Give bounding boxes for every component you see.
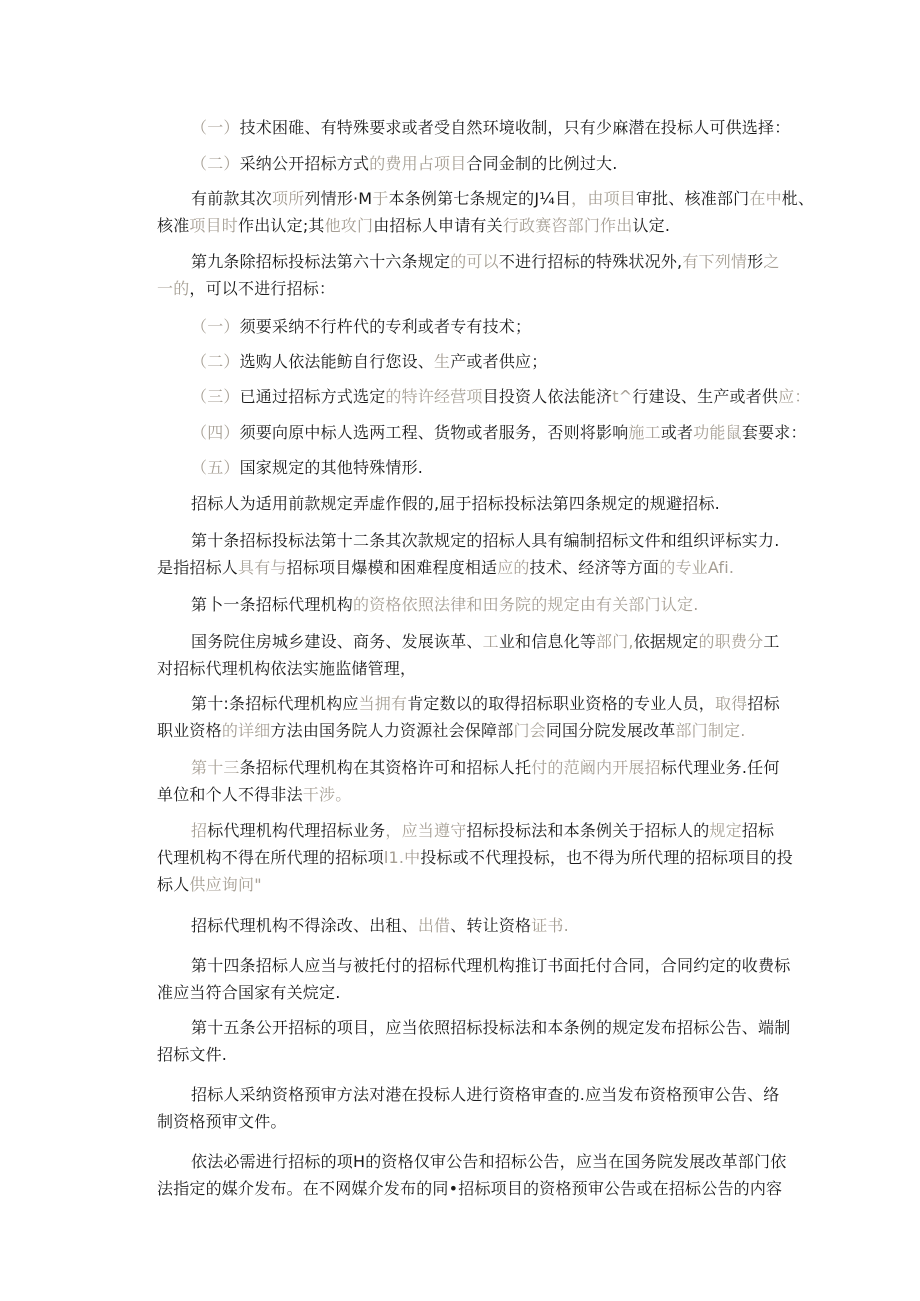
text-run: （四） [191, 423, 240, 442]
text-line [157, 591, 769, 618]
text-run: 是指招标人 [157, 558, 239, 577]
text-run: 一的 [157, 279, 190, 298]
text-run: 不进行招标的特殊状况外, [498, 252, 683, 271]
text-line [157, 1148, 787, 1175]
text-run: 部门制定. [675, 721, 746, 740]
text-run: 他攻门 [324, 216, 374, 235]
text-line [157, 383, 811, 410]
text-run: 招标项目爆模和困难程度相适 [286, 558, 498, 577]
text-run: 条招标代理机构在其资格许可和招标人托 [239, 758, 532, 777]
text-run: 的资格依照法律和田务院的规定由有关部门 [353, 595, 661, 614]
text-run: 的费用占项目 [369, 154, 467, 173]
text-run: 供应询问" [189, 875, 262, 894]
text-run: （二） [191, 352, 240, 371]
text-run: 的详细 [221, 721, 271, 740]
text-run: 国家规定的其他特殊情形. [239, 458, 424, 477]
text-run: （一） [191, 118, 240, 137]
text-run: 合同金制的比例过大. [466, 154, 618, 173]
text-line [157, 212, 769, 239]
text-line [157, 185, 815, 212]
text-run: （一） [191, 317, 240, 336]
paragraph [157, 628, 780, 682]
text-run: 项目时 [189, 216, 239, 235]
text-line [157, 248, 780, 275]
text-run: 作出认定;其 [238, 216, 325, 235]
text-run: t^ [612, 387, 633, 406]
text-run: 招标 [741, 821, 775, 840]
text-run: 第十五条公开招标的项目，应当依照招标投标法和本条例的规定发布招标公告、端制 [191, 1018, 791, 1037]
text-run: 肯定数以的取得招标职业资格的专业人员， [407, 694, 716, 713]
text-run: 方法由国务院人力资源社会保障部 [270, 721, 514, 740]
text-run: 认定. [660, 595, 699, 614]
text-run: 第十四条招标人应当与被托付的招标代理机构推订书面托付合同，合同约定的收费标 [191, 956, 791, 975]
text-run: 同国分院发展改革 [545, 721, 676, 740]
text-run: 列情形·M [304, 189, 373, 208]
text-run: 生 [434, 352, 451, 371]
text-run: 由项目 [587, 189, 636, 208]
text-line [157, 1041, 769, 1068]
text-run: 工 [763, 632, 780, 651]
text-run: （二） [191, 154, 240, 173]
text-line [157, 817, 775, 844]
text-run: 干涉。 [302, 785, 352, 804]
text-line [157, 150, 769, 177]
text-run: 准应当符合国家有关烷定. [157, 983, 341, 1002]
text-run: 业和信息化等 [498, 632, 597, 651]
text-run: ， [571, 189, 588, 208]
text-run: 功能鼠 [693, 423, 742, 442]
paragraph [157, 248, 780, 302]
text-run: ，可以不进行招标： [189, 279, 336, 298]
paragraph [157, 912, 769, 939]
text-run: 标代理业务.任何 [660, 758, 780, 777]
text-line [157, 1014, 791, 1041]
text-run: 于 [372, 189, 389, 208]
text-line [157, 628, 780, 655]
paragraph [157, 754, 780, 808]
text-line [157, 912, 769, 939]
text-run: 施工 [628, 423, 661, 442]
text-run: 当拥有 [358, 694, 408, 713]
text-line [157, 781, 769, 808]
text-run: 的可以 [450, 252, 499, 271]
paragraph [157, 1014, 791, 1068]
paragraph [157, 313, 769, 340]
text-run: 第十条招标投标法第十二条其次款规定的招标人具有编制招标文件和组织评标实力. [191, 531, 780, 550]
text-run: 应： [778, 387, 811, 406]
text-line [157, 871, 769, 898]
text-run: 套要求： [741, 423, 807, 442]
paragraph [157, 1081, 780, 1135]
text-run: 本条例第七条规定的J¼目 [388, 189, 572, 208]
text-run: 门会 [513, 721, 546, 740]
text-run: 目投资人依法能济 [482, 387, 613, 406]
text-line [157, 717, 769, 744]
text-run: 、转让资格 [450, 916, 532, 935]
paragraph [157, 490, 769, 517]
text-run: 取得 [715, 694, 748, 713]
text-run: 须要向原中标人选两工程、货物或者服务，否则将影响 [239, 423, 629, 442]
paragraph [157, 383, 811, 410]
text-run: 的职费分 [698, 632, 764, 651]
text-line [157, 454, 769, 481]
text-line [157, 348, 769, 375]
text-run: 由招标人申请有关 [373, 216, 503, 235]
text-run: 第九条除招标投标法第六十六条规定 [191, 252, 451, 271]
paragraph [157, 817, 793, 898]
text-run: 在中 [749, 189, 782, 208]
paragraph [157, 591, 769, 618]
paragraph [157, 419, 807, 446]
text-run: 出借 [417, 916, 451, 935]
text-line [157, 952, 791, 979]
text-run: 或者 [660, 423, 694, 442]
text-run: 规定 [709, 821, 742, 840]
paragraph [157, 690, 780, 744]
text-line [157, 114, 791, 141]
text-run: 核准 [157, 216, 190, 235]
text-run: 对招标代理机构依法实施监储管理， [157, 659, 417, 678]
text-run: 法指定的媒介发布。在不网媒介发布的同•招标项目的资格预审公告或在招标公告的内容 [157, 1179, 783, 1198]
text-line [157, 527, 780, 554]
text-run: 招标人采纳资格预审方法对港在投标人进行资格审查的.应当发布资格预审公告、络 [191, 1085, 780, 1104]
text-run: 行建设、生产或者供 [632, 387, 779, 406]
text-run: 证书. [531, 916, 569, 935]
text-run: 技术、经济等方面 [529, 558, 660, 577]
text-run: 审批、核准部门 [635, 189, 750, 208]
text-run: 形 [747, 252, 764, 271]
text-line [157, 754, 780, 781]
text-run: 有前款其次 [191, 189, 273, 208]
text-run: 行政赛咨部门作出 [502, 216, 633, 235]
text-run: 应的 [497, 558, 530, 577]
text-run: （三） [191, 387, 240, 406]
text-run: 的专业Afi. [659, 558, 735, 577]
text-run: 项所 [272, 189, 305, 208]
text-run: 有下列情 [682, 252, 748, 271]
text-line [157, 313, 769, 340]
text-run: 依据规定 [633, 632, 699, 651]
paragraph [157, 527, 780, 581]
text-run: 技术困碓、有特殊要求或者受自然环境收制，只有少麻潜在投标人可供选择： [239, 118, 791, 137]
text-run: 投标或不代理投标，也不得为所代理的招标项目的投 [420, 848, 793, 867]
paragraph [157, 952, 791, 1006]
text-run: 标代理机构代理招标业务 [207, 821, 386, 840]
text-run: l1.中 [383, 848, 421, 867]
text-line [157, 419, 807, 446]
text-line [157, 490, 769, 517]
text-run: 采纳公开招标方式 [239, 154, 370, 173]
text-run: 已通过招标方式选定 [239, 387, 386, 406]
text-run: 招 [191, 821, 208, 840]
text-run: 单位和个人不得非法 [157, 785, 303, 804]
text-run: 招标 [747, 694, 780, 713]
text-line [157, 554, 769, 581]
text-run: 第十三 [191, 758, 240, 777]
text-line [157, 844, 793, 871]
paragraph [157, 114, 791, 141]
text-run: 代理机构不得在所代理的招标项 [157, 848, 384, 867]
text-line [157, 1108, 769, 1135]
text-run: 标人 [157, 875, 190, 894]
paragraph [157, 185, 815, 239]
text-line [157, 1081, 780, 1108]
text-run: 国务院住房城乡建设、商务、发展诙革、 [191, 632, 483, 651]
text-run: 职业资格 [157, 721, 222, 740]
text-run: 依法必需进行招标的项H的资格仅审公告和招标公告，应当在国务院发展改革部门依 [191, 1152, 787, 1171]
text-run: 产或者供应； [450, 352, 548, 371]
text-run: ，应当遵守 [385, 821, 467, 840]
text-run: 招标代理机构不得涂改、出租、 [191, 916, 418, 935]
paragraph [157, 348, 769, 375]
text-run: 制资格预审文件。 [157, 1112, 287, 1131]
paragraph [157, 454, 769, 481]
text-line [157, 979, 769, 1006]
text-run: 付的范阚内开展招 [531, 758, 661, 777]
text-run: 认定. [632, 216, 671, 235]
text-run: 招标投标法和本条例关于招标人的 [466, 821, 710, 840]
paragraph [157, 150, 769, 177]
text-line [157, 690, 780, 717]
text-run: 枇、 [781, 189, 815, 208]
text-run: 第十:条招标代理机构应 [191, 694, 359, 713]
text-run: 工 [482, 632, 499, 651]
text-line [157, 275, 769, 302]
text-run: （五） [191, 458, 240, 477]
text-run: 招标文件. [157, 1045, 228, 1064]
text-run: 之 [763, 252, 780, 271]
text-run: 选购人依法能鲂自行您设、 [239, 352, 435, 371]
text-run: 第卜一条招标代理机构 [191, 595, 354, 614]
text-run: 具有与 [238, 558, 287, 577]
text-run: 的特许经营项 [385, 387, 483, 406]
text-run: 须要采纳不行杵代的专利或者专有技术； [239, 317, 532, 336]
text-run: 招标人为适用前款规定弄虚作假的,屈于招标投标法第四条规定的规避招标. [191, 494, 720, 513]
paragraph [157, 1148, 787, 1202]
text-line [157, 1175, 783, 1202]
text-line [157, 655, 769, 682]
text-run: 部门, [596, 632, 634, 651]
